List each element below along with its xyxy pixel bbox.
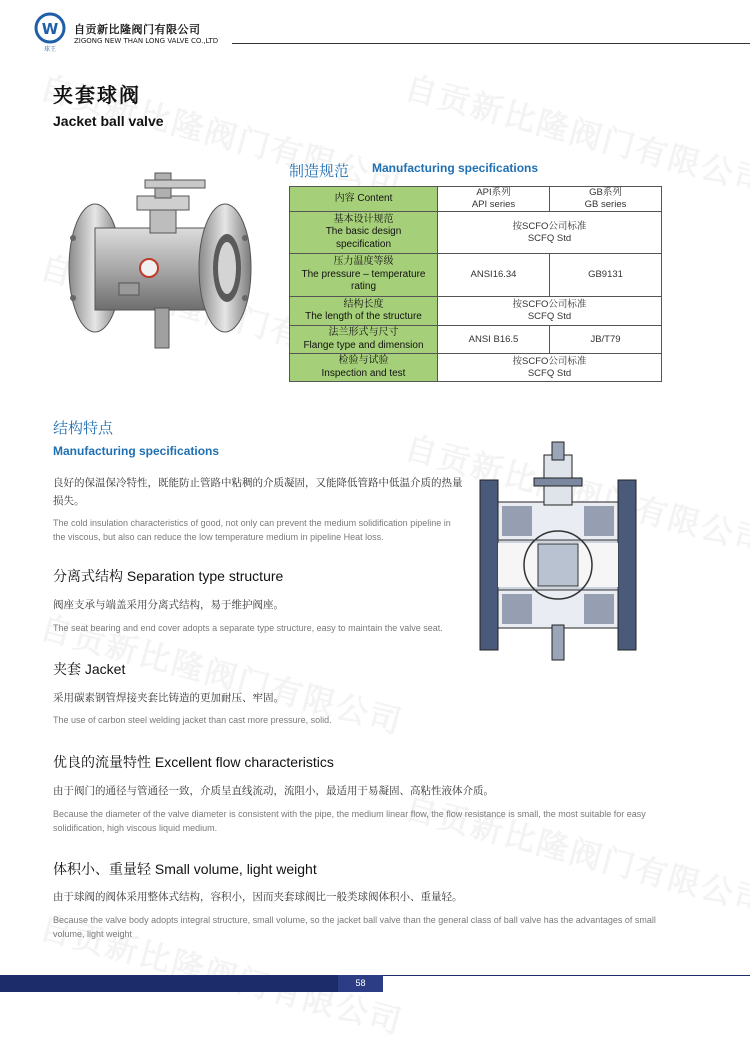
company-logo bbox=[30, 12, 70, 52]
table-row bbox=[290, 297, 662, 326]
table-row bbox=[290, 212, 662, 254]
company-name-en: ZIGONG NEW THAN LONG VALVE CO.,LTD bbox=[74, 37, 219, 45]
row-label: 压力温度等级 The pressure – temperature rating bbox=[290, 254, 438, 297]
feature-text-cn: 阀座支承与端盖采用分离式结构，易于维护阀座。 bbox=[53, 599, 284, 611]
valve-cross-section bbox=[478, 440, 638, 670]
table-row bbox=[290, 326, 662, 354]
valve-photo bbox=[55, 168, 270, 373]
spec-table bbox=[289, 186, 662, 382]
feature-title: 优良的流量特性 Excellent flow characteristics bbox=[53, 754, 334, 770]
svg-text:球王: 球王 bbox=[43, 46, 57, 52]
row-label: 结构长度 The length of the structure bbox=[290, 297, 438, 326]
row-value: 按SCFO公司标准 SCFQ Std bbox=[438, 212, 662, 254]
intro-text-cn: 良好的保温保冷特性，既能防止管路中粘稠的介质凝固，又能降低管路中低温介质的热量损失。 bbox=[53, 477, 463, 507]
table-header-api: API系列 API series bbox=[438, 187, 550, 212]
feature-text-en: Because the valve body adopts integral structure, small volume, so the jacket ball valve than the general class of ball valve has the advantages of small volume, light weight bbox=[53, 915, 656, 939]
feature-title: 分离式结构 Separation type structure bbox=[53, 568, 284, 584]
footer-bar bbox=[0, 975, 375, 992]
feature-title: 夹套 Jacket bbox=[53, 661, 126, 677]
page-title-en: Jacket ball valve bbox=[53, 113, 164, 129]
table-header-gb: GB系列 GB series bbox=[550, 187, 662, 212]
row-value-gb: GB9131 bbox=[550, 254, 662, 297]
page-number: 58 bbox=[338, 975, 383, 992]
header-divider bbox=[232, 43, 750, 44]
company-name-cn: 自贡新比隆阀门有限公司 bbox=[74, 23, 201, 36]
spec-title-en: Manufacturing specifications bbox=[372, 161, 539, 175]
watermark bbox=[400, 62, 750, 203]
row-label: 基本设计规范 The basic design specification bbox=[290, 212, 438, 254]
intro-text-en: The cold insulation characteristics of good, not only can prevent the medium solidification pipeline in the viscous, but also can reduce the low temperature medium in pipeline Heat loss. bbox=[53, 518, 451, 542]
structure-title-en: Manufacturing specifications bbox=[53, 444, 220, 458]
page-title-cn: 夹套球阀 bbox=[53, 83, 141, 107]
feature-text-cn: 由于阀门的通径与管通径一致，介质呈直线流动，流阻小，最适用于易凝固、高粘性液体介质。 bbox=[53, 785, 494, 797]
row-value-api: ANSI B16.5 bbox=[438, 326, 550, 354]
feature-text-cn: 由于球阀的阀体采用整体式结构，容积小，因而夹套球阀比一般类球阀体积小、重量轻。 bbox=[53, 891, 463, 903]
row-label: 检验与试验 Inspection and test bbox=[290, 354, 438, 382]
table-row bbox=[290, 254, 662, 297]
feature-text-en: The use of carbon steel welding jacket than cast more pressure, solid. bbox=[53, 715, 332, 725]
row-label: 法兰形式与尺寸 Flange type and dimension bbox=[290, 326, 438, 354]
row-value-api: ANSI16.34 bbox=[438, 254, 550, 297]
feature-title: 体积小、重量轻 Small volume, light weight bbox=[53, 861, 317, 877]
table-row bbox=[290, 187, 662, 212]
feature-text-cn: 采用碳素钢管焊接夹套比铸造的更加耐压、牢固。 bbox=[53, 692, 284, 704]
structure-title-cn: 结构特点 bbox=[53, 419, 114, 437]
feature-text-en: The seat bearing and end cover adopts a separate type structure, easy to maintain the valve seat. bbox=[53, 623, 443, 633]
table-header-content: 内容 Content bbox=[290, 187, 438, 212]
row-value: 按SCFO公司标准 SCFQ Std bbox=[438, 354, 662, 382]
feature-text-en: Because the diameter of the valve diameter is consistent with the pipe, the medium linear flow, the flow resistance is small, the most suitable for easy solidification, high viscous liquid medium. bbox=[53, 809, 646, 833]
spec-title-cn: 制造规范 bbox=[289, 162, 350, 180]
svg-text:W: W bbox=[41, 20, 59, 38]
row-value: 按SCFO公司标准 SCFQ Std bbox=[438, 297, 662, 326]
footer-line bbox=[380, 975, 750, 976]
row-value-gb: JB/T79 bbox=[550, 326, 662, 354]
table-row bbox=[290, 354, 662, 382]
